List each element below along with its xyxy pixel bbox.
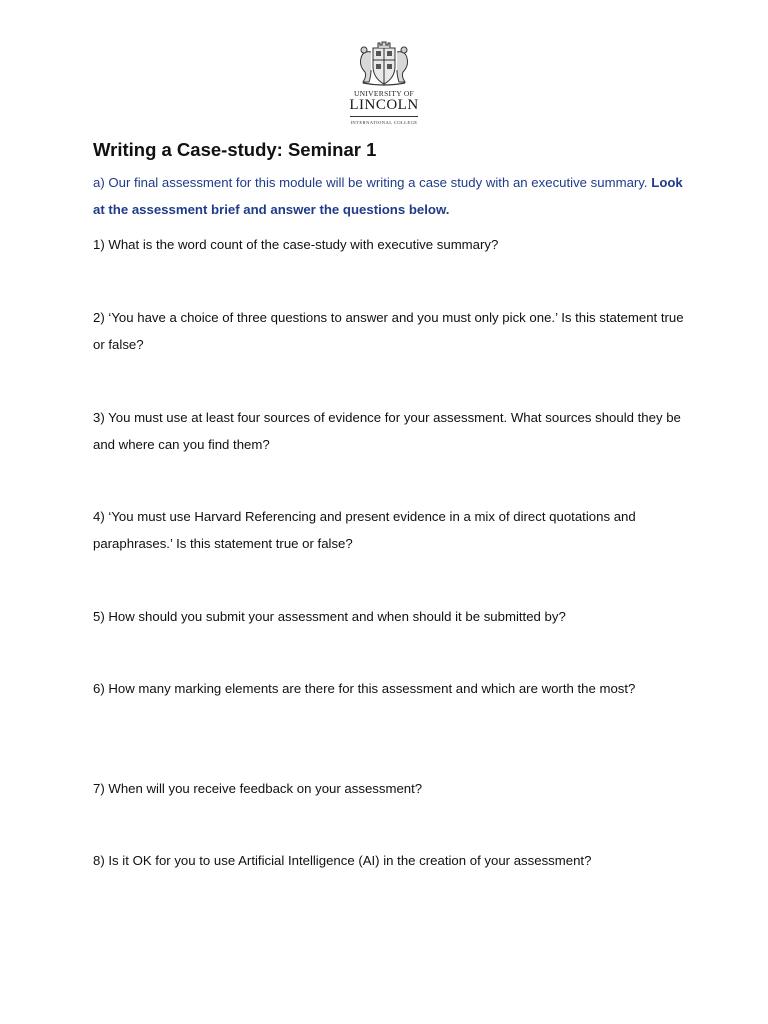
logo-lincoln: LINCOLN [349,97,419,113]
university-logo [338,38,430,126]
crest-icon [349,38,419,86]
question-1: 1) What is the word count of the case-study with executive summary? [93,237,499,252]
question-7: 7) When will you receive feedback on your assessment? [93,781,423,796]
intro-instruction: Look at the assessment brief and answer the questions below. [93,175,683,217]
question-4: 4) ‘You must use Harvard Referencing and present evidence in a mix of direct quotations and paraphrases.’ Is this statement true or false? [93,509,636,551]
page-title: Writing a Case-study: Seminar 1 [93,139,377,160]
question-6: 6) How many marking elements are there for this assessment and which are worth the most? [93,681,636,696]
question-2: 2) ‘You have a choice of three questions to answer and you must only pick one.’ Is this statement true or false? [93,310,684,352]
logo-international-college: INTERNATIONAL COLLEGE [350,120,418,125]
intro-paragraph [93,169,693,223]
logo-divider [350,116,418,117]
question-8: 8) Is it OK for you to use Artificial Intelligence (AI) in the creation of your assessment? [93,853,592,868]
logo-university-of: UNIVERSITY OF [353,89,415,98]
question-3: 3) You must use at least four sources of evidence for your assessment. What sources should they be and where can you find them? [93,410,681,452]
question-5: 5) How should you submit your assessment and when should it be submitted by? [93,609,566,624]
intro-text: a) Our final assessment for this module will be writing a case study with an executive summary. [93,175,648,190]
